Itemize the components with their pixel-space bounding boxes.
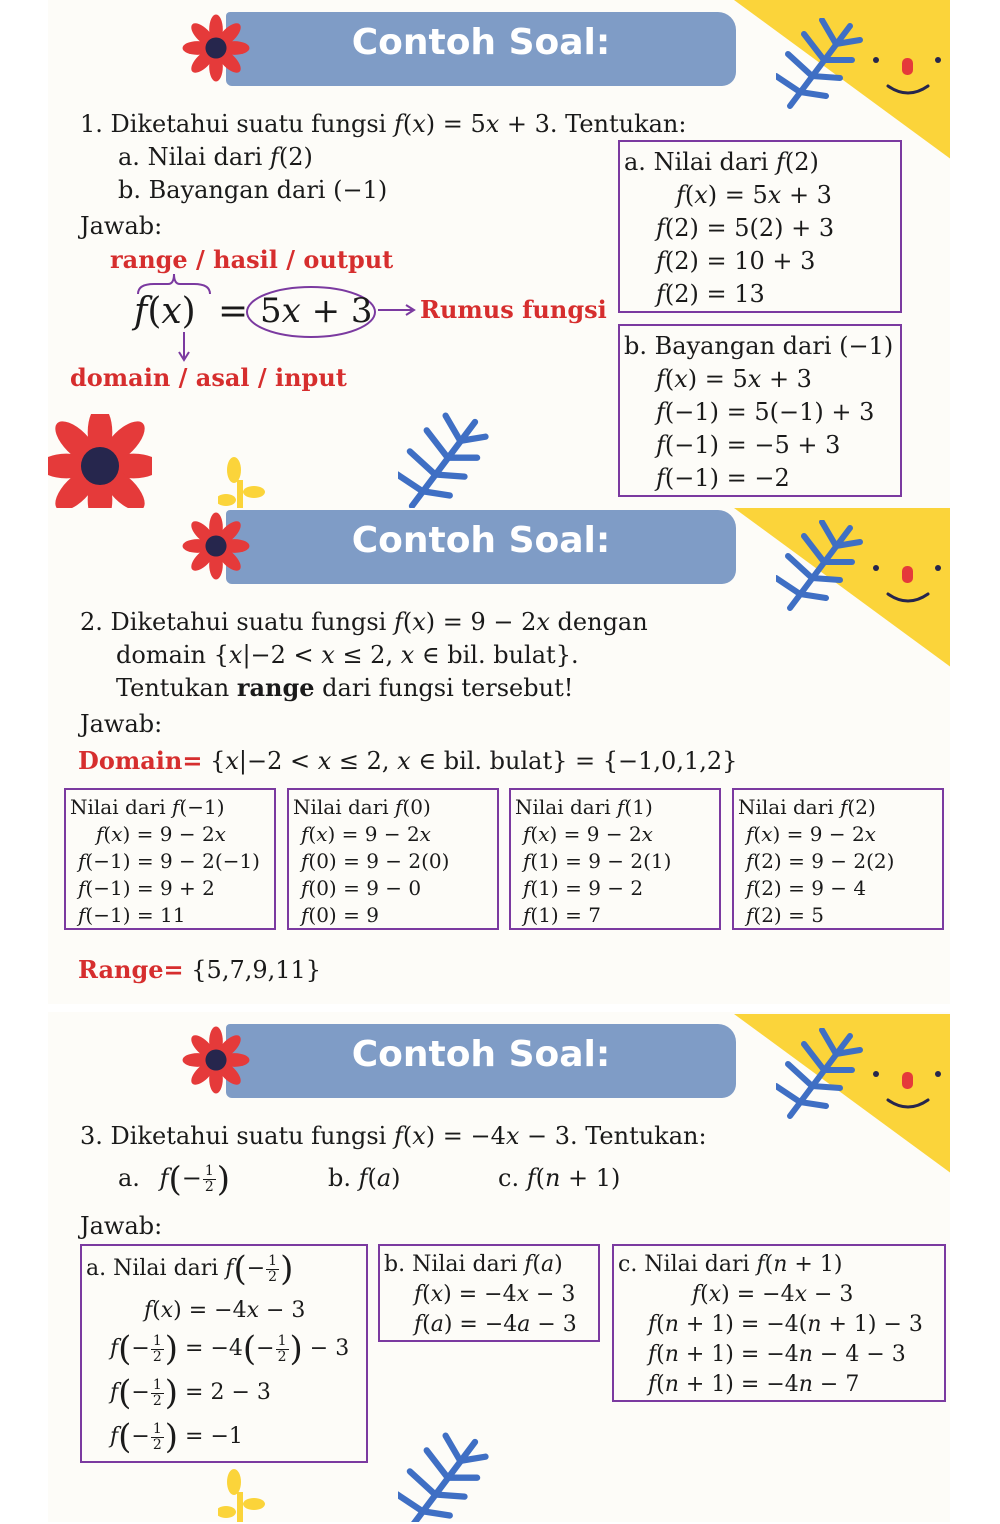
box-line: 𝑓(2) = 5 [746,903,824,927]
value-box-3 [509,788,721,930]
box-line: 𝑓(− $\frac{1}{2}$ ) = −4(− $\frac{1}{2}$ ) − 3 [110,1329,350,1369]
section-1 [48,0,950,508]
yellow-sprout-decoration [218,1468,268,1522]
box-line: 𝑓(2) = 5(2) + 3 [656,214,835,242]
box-line-rhs: = 2 − 3 [178,1380,271,1405]
leaf-decoration [776,1028,876,1128]
box-line: 𝑓(0) = 9 − 0 [301,876,422,900]
box-line: 𝑓(𝑥) = −4𝑥 − 3 [144,1298,306,1323]
flower-icon [180,1024,252,1096]
question-text: Tentukan [116,674,237,702]
question-1: 1. Diketahui suatu fungsi 𝑓(𝑥) = 5𝑥 + 3. Tentukan: [80,110,687,138]
box-line: 𝑓(2) = 9 − 4 [746,876,867,900]
box-line: 𝑓(−1) = 9 − 2(−1) [78,849,260,873]
box-line: 𝑓(𝑛 + 1) = −4𝑛 − 4 − 3 [648,1342,906,1367]
box-line: 𝑓(1) = 9 − 2(1) [523,849,672,873]
fraction: $\frac{1}{2}$ [152,1332,162,1365]
range-word: range [236,673,315,702]
flower-icon [48,414,152,508]
value-box-1 [64,788,276,930]
option-b: b. 𝑓(𝑎) [328,1164,401,1192]
box-line: 𝑓(𝑥) = −4𝑥 − 3 [414,1282,576,1307]
fraction: $\frac{1}{2}$ [152,1420,162,1453]
box-line: 𝑓(𝑎) = −4𝑎 − 3 [414,1312,577,1337]
box-line: 𝑓(− $\frac{1}{2}$ ) = −1 [110,1417,243,1457]
box-line: 𝑓(𝑥) = 9 − 2𝑥 [96,822,226,846]
function-fx: 𝑓(𝑥) [134,291,196,332]
domain-line [78,746,738,775]
rumus-expression: 5𝑥 + 3 [260,291,373,331]
answer-box-a [80,1244,368,1463]
question-2-line-2: domain {𝑥|−2 < 𝑥 ≤ 2, 𝑥 ∈ bil. bulat}. [116,641,579,669]
question-text: dari fungsi tersebut! [314,674,574,702]
box-line: 𝑓(𝑛 + 1) = −4𝑛 − 7 [648,1372,860,1397]
fraction: $\frac{1}{2}$ [268,1252,278,1285]
domain-label: Domain= [78,746,203,775]
fraction: $\frac{1}{2}$ [152,1376,162,1409]
banner-title: Contoh Soal: [351,520,611,561]
box-line: 𝑓(𝑥) = 9 − 2𝑥 [301,822,431,846]
value-box-2 [287,788,499,930]
box-line: Nilai dari 𝑓(−1) [70,795,225,819]
box-title-text: a. Nilai dari 𝑓 [86,1256,234,1281]
box-line: 𝑓(0) = 9 − 2(0) [301,849,450,873]
jawab-label: Jawab: [80,710,163,738]
question-1-part-b: b. Bayangan dari (−1) [118,176,388,204]
box-line: 𝑓(𝑛 + 1) = −4(𝑛 + 1) − 3 [648,1312,923,1337]
option-a: a. 𝑓(− $\frac{1}{2}$ ) [118,1159,231,1200]
answer-box-c [612,1244,946,1402]
box-line: 𝑓(2) = 10 + 3 [656,247,816,275]
box-line: 𝑓(𝑥) = 9 − 2𝑥 [746,822,876,846]
box-line: Nilai dari 𝑓(2) [738,795,876,819]
box-line: Nilai dari 𝑓(0) [293,795,431,819]
leaf-decoration [776,18,876,118]
box-line: 𝑓(𝑥) = 5𝑥 + 3 [656,365,812,393]
option-c: c. 𝑓(𝑛 + 1) [498,1164,621,1192]
box-line: 𝑓(−1) = −5 + 3 [656,431,841,459]
answer-box-b [378,1244,600,1342]
box-line: 𝑓(𝑥) = −4𝑥 − 3 [692,1282,854,1307]
banner-title: Contoh Soal: [351,22,611,63]
box-line: 𝑓(−1) = 5(−1) + 3 [656,398,875,426]
range-line [78,955,322,984]
section-2 [48,508,950,1004]
domain-label: domain / asal / input [70,363,347,392]
option-function: 𝑓 [159,1164,169,1192]
jawab-label: Jawab: [80,1212,163,1240]
leaf-decoration [398,1430,508,1522]
box-line: 𝑓(−1) = 9 + 2 [78,876,215,900]
range-label: Range= [78,955,184,984]
leaf-decoration [398,410,508,508]
box-line: 𝑓(0) = 9 [301,903,379,927]
answer-box-b [618,324,902,497]
yellow-sprout-decoration [218,456,268,508]
box-line: a. Nilai dari 𝑓(2) [624,148,819,176]
box-line: 𝑓(2) = 9 − 2(2) [746,849,895,873]
banner-title: Contoh Soal: [351,1034,611,1075]
box-line: 𝑓(1) = 7 [523,903,601,927]
function-equals: = [218,291,249,332]
banner [226,510,736,584]
leaf-decoration [776,520,876,620]
question-2-line-1: 2. Diketahui suatu fungsi 𝑓(𝑥) = 9 − 2𝑥 dengan [80,608,648,636]
range-value: {5,7,9,11} [183,956,322,984]
arrow-icon [378,302,418,318]
domain-arrow-icon [176,332,192,364]
range-label: range / hasil / output [110,245,394,274]
fraction: $\frac{1}{2}$ [204,1163,214,1195]
box-line: 𝑓(−1) = −2 [656,464,790,492]
box-line: 𝑓(2) = 13 [656,280,765,308]
section-3 [48,1012,950,1522]
box-line: b. Bayangan dari (−1) [624,332,894,360]
jawab-label: Jawab: [80,212,163,240]
rumus-label: Rumus fungsi [420,295,607,324]
domain-value: {𝑥|−2 < 𝑥 ≤ 2, 𝑥 ∈ bil. bulat} = {−1,0,1,2} [202,747,738,775]
box-line: b. Nilai dari 𝑓(𝑎) [384,1252,563,1277]
banner [226,1024,736,1098]
box-line-rhs: − 3 [302,1336,350,1361]
box-line: 𝑓(−1) = 11 [78,903,186,927]
flower-icon [180,12,252,84]
answer-box-a [618,140,902,313]
fraction: $\frac{1}{2}$ [277,1332,287,1365]
box-line: 𝑓(− $\frac{1}{2}$ ) = 2 − 3 [110,1373,271,1413]
box-line-rhs: = −4 [178,1336,243,1361]
question-1-part-a: a. Nilai dari 𝑓(2) [118,143,313,171]
question-3: 3. Diketahui suatu fungsi 𝑓(𝑥) = −4𝑥 − 3. Tentukan: [80,1122,707,1150]
box-line: 𝑓(𝑥) = 9 − 2𝑥 [523,822,653,846]
box-line: 𝑓(1) = 9 − 2 [523,876,644,900]
box-line: 𝑓(𝑥) = 5𝑥 + 3 [676,181,832,209]
banner [226,12,736,86]
box-line: Nilai dari 𝑓(1) [515,795,653,819]
box-line: c. Nilai dari 𝑓(𝑛 + 1) [618,1252,843,1277]
box-line-rhs: = −1 [178,1424,243,1449]
flower-icon [180,510,252,582]
value-box-4 [732,788,944,930]
option-label: a. [118,1164,140,1192]
box-title: a. Nilai dari 𝑓(− $\frac{1}{2}$ ) [86,1249,294,1289]
question-2-line-3 [116,673,574,702]
